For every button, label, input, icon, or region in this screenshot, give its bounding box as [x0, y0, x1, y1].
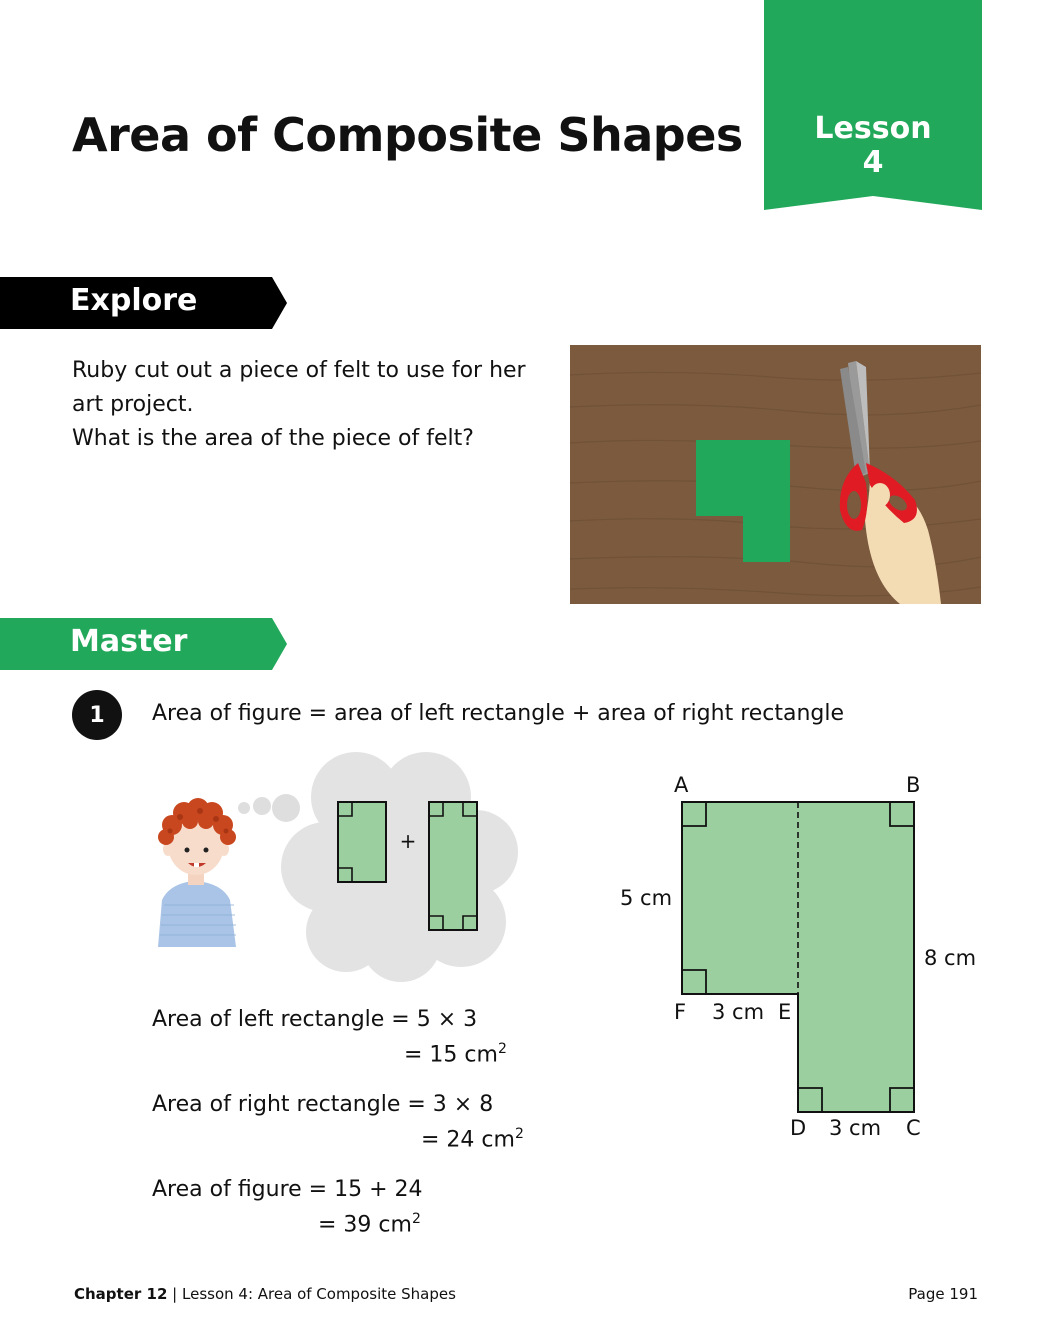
calc-right-line1: Area of right rectangle = 3 × 8: [152, 1092, 494, 1117]
dc-width-label: 3 cm: [829, 1116, 882, 1140]
footer-chapter: Chapter 12: [74, 1285, 168, 1303]
explore-label: Explore: [70, 283, 198, 318]
explore-line: What is the area of the piece of felt?: [72, 426, 474, 451]
footer-lesson: Lesson 4: Area of Composite Shapes: [182, 1285, 456, 1303]
question-number-badge: 1: [72, 690, 122, 740]
page-title: Area of Composite Shapes: [72, 108, 743, 162]
calc-figure-line1: Area of figure = 15 + 24: [152, 1177, 423, 1202]
explore-banner: [0, 277, 290, 329]
fe-width-label: 3 cm: [712, 1000, 765, 1024]
left-height-label: 5 cm: [620, 886, 673, 910]
vertex-c-label: C: [906, 1116, 921, 1140]
master-banner: [0, 618, 290, 670]
calc-left-line1: Area of left rectangle = 5 × 3: [152, 1007, 478, 1032]
footer-separator: |: [172, 1285, 178, 1303]
footer-page-number: Page 191: [908, 1285, 978, 1303]
vertex-d-label: D: [790, 1116, 807, 1140]
calc-figure-line2: = 39 $cm^2$: [318, 1211, 421, 1238]
vertex-a-label: A: [674, 773, 689, 797]
lesson-tab: [764, 0, 982, 210]
calc-right-line2: = 24 $cm^2$: [421, 1126, 524, 1153]
master-statement: Area of figure = area of left rectangle + area of right rectangle: [152, 701, 845, 726]
lesson-word: Lesson: [814, 111, 932, 146]
vertex-e-label: E: [778, 1000, 792, 1024]
right-height-label: 8 cm: [924, 946, 977, 970]
lesson-number: 4: [862, 145, 884, 180]
thought-cloud: [236, 752, 521, 982]
footer-left: [74, 1285, 456, 1303]
explore-line: art project.: [72, 392, 194, 417]
explore-line: Ruby cut out a piece of felt to use for her: [72, 358, 526, 383]
vertex-b-label: B: [906, 773, 921, 797]
plus-sign: +: [399, 829, 417, 853]
master-label: Master: [70, 624, 188, 659]
boy-illustration: [150, 795, 245, 947]
felt-scissors-illustration: [570, 345, 981, 604]
explore-text: [72, 354, 526, 456]
calc-left-line2: = 15 $cm^2$: [404, 1041, 507, 1068]
vertex-f-label: F: [674, 1000, 687, 1024]
